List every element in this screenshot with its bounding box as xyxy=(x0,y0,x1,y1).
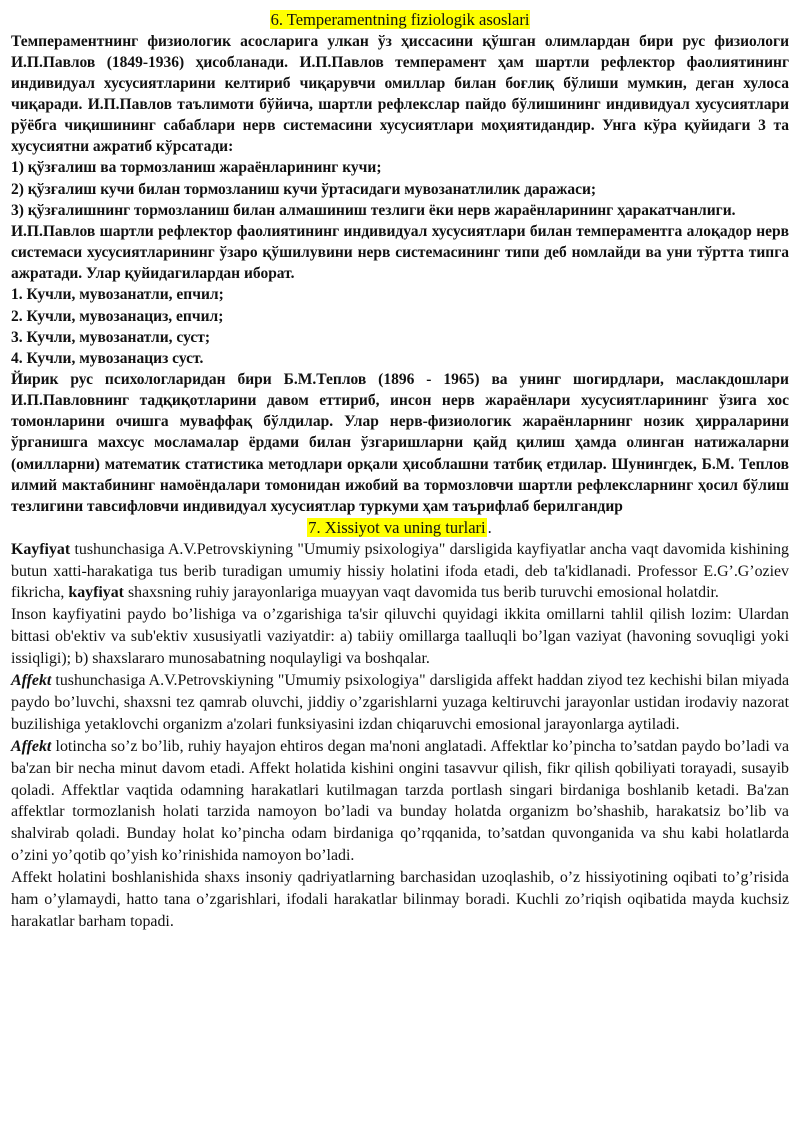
section-7-paragraph-1 xyxy=(11,539,789,605)
list-item: 3. Кучли, мувозанатли, суст; xyxy=(11,328,211,346)
section-7-heading xyxy=(11,517,789,539)
term-affekt: Affekt xyxy=(11,672,52,690)
paragraph-text: tushunchasiga A.V.Petrovskiyning "Umumiy psixologiya" darsligida kayfiyatlar ancha vaqt davomida kishining butun xatti-harakatiga tus berib turadigan umumiy hissiy holatini ifoda etadi, deb ta'kidlanadi. Professor E.G’.G’oziev fikricha, xyxy=(11,540,789,602)
section-7-paragraph-2: Inson kayfiyatini paydo bo’lishiga va o’zgarishiga ta'sir qiluvchi quyidagi ikkita omillarni tahlil qilish lozim: Ulardan bittasi ob'ektiv va sub'ektiv xususiyatli vaziyatdir: a) tabiiy omillarga taalluqli bo’lgan vaziyat (havoning sovuqligi yoki issiqligi); b) shaxslararo munosabatning noqulayligi va boshqalar. xyxy=(11,606,789,668)
term-affekt-2: Affekt xyxy=(11,737,52,755)
list-item: 4. Кучли, мувозанациз суст. xyxy=(11,349,204,367)
section-7-body xyxy=(11,539,789,933)
section-7-paragraph-4 xyxy=(11,736,789,867)
section-7-heading-text: 7. Xissiyot va uning turlari xyxy=(308,518,486,538)
section-6-paragraph-2: И.П.Павлов шартли рефлектор фаолиятининг индивидуал хусусиятлари билан темпераментга алоқадор нерв системаси хусусиятларининг ўзаро қўшилувини нерв системасининг типи деб номлайди ва уни тўртта типга ажратади. Улар қуйидагилардан иборат. xyxy=(11,222,789,283)
section-7-paragraph-5: Affekt holatini boshlanishida shaxs insoniy qadriyatlarning barchasidan uzoqlashib, o’z hissiyotining oqibati to’g’risida ham o’ylamaydi, hatto tana o’zgarishlari, ifodali harakatlar bilinmay boradi. Kuchli zo’riqish oqibatida mayda kuchsiz harakatlar barham topadi. xyxy=(11,869,789,930)
paragraph-text: lotincha so’z bo’lib, ruhiy hayajon ehtiros degan ma'noni anglatadi. Affektlar ko’pincha to’satdan paydo bo’ladi va ba'zan bir necha minut davom etadi. Affekt holatida kishini ongini tasavvur qilish, fikr qilish qobiliyati torayadi, susayib qoladi. Affektlar vaqtida odamning harakatlari kutilmagan tarzda portlash singari birdaniga boshlanib ketadi. Ba'zan affektlar tormozlanish holati tarzida namoyon bo’ladi va bunday holatda organizm bo’shashib, harakatsiz bo’lib va shalvirab qoladi. Bunday holat ko’pincha odam birdaniga qo’rqqanida, to’satdan quvonganida va shu kabi holatlarda o’zini yo’qotib qo’yish ko’rinishida namoyon bo’ladi. xyxy=(11,737,789,865)
paragraph-text: shaxsning ruhiy jarayonlariga muayyan vaqt davomida tus berib turuvchi emosional holatdir. xyxy=(123,584,719,602)
section-6-paragraph-3: Йирик рус психологларидан бири Б.М.Теплов (1896 - 1965) ва унинг шогирдлари, маслакдошлари И.П.Павловнинг тадқиқотларини давом еттириб, инсон нерв жараёнлари хусусиятларининг ўзига хос томонларини очишга муваффақ бўлдилар. Улар нерв-физиологик жараёнларнинг нозик ҳирраларини ўрганишга махсус мосламалар ёрдами билан ўзгаришларни қайд қилиш ҳамда олинган натижаларни (омилларни) математик статистика методлари орқали ҳисоблашни татбиқ етдилар. Шунингдек, Б.М. Теплов илмий мактабининг намоёндалари томонидан ижобий ва тормозловчи шартли рефлексларнинг ҳосил бўлиш тезлигини тавсифловчи индивидуал хусусиятлар туркуми ҳам таърифлаб берилгандир xyxy=(11,371,789,515)
list-item: 1) қўзғалиш ва тормозланиш жараёнларининг кучи; xyxy=(11,159,382,177)
list-item: 2) қўзғалиш кучи билан тормозланиш кучи ўртасидаги мувозанатлилик даражаси; xyxy=(11,180,597,198)
section-7-heading-dot: . xyxy=(487,518,492,538)
list-item: 3) қўзғалишнинг тормозланиш билан алмашиниш тезлиги ёки нерв жараёнларининг ҳаракатчанлиги. xyxy=(11,201,736,219)
section-6-heading-text: 6. Temperamentning fiziologik asoslari xyxy=(270,10,530,29)
section-6-paragraph-1: Темпераментнинг физиологик асосларига улкан ўз ҳиссасини қўшган олимлардан бири рус физиологи И.П.Павлов (1849-1936) ҳисобланади. И.П.Павлов темперамент ҳам шартли рефлектор фаолиятининг индивидуал хусусиятларини келтириб чиқарувчи омиллар билан боғлиқ бўлиши мумкин, деган хулоса чиқаради. И.П.Павлов таълимоти бўйича, шартли рефлекслар пайдо бўлишининг индивидуал хусусиятлари рўёбга чиқишининг сабаблари нерв системасини хусусиятлари моҳиятидандир. Унга кўра қуйидаги 3 та хусусиятни ажратиб кўрсатади: xyxy=(11,32,789,156)
term-kayfiyat-2: kayfiyat xyxy=(68,584,124,602)
paragraph-text: tushunchasiga A.V.Petrovskiyning "Umumiy psixologiya" darsligida affekt haddan ziyod tez kechishi bilan miyada paydo bo’luvchi, shaxsni tez qamrab oluvchi, jiddiy o’zgarishlarni yuzaga keltiruvchi jarayonlar ustidan irodaviy nazorat buzilishiga yetaklovchi organizm a'zolari funksiyasini izdan chiqaruvchi emosional jarayonlarga aytiladi. xyxy=(11,672,789,733)
section-7-paragraph-3 xyxy=(11,670,789,736)
section-6-heading xyxy=(11,9,789,31)
list-item: 1. Кучли, мувозанатли, епчил; xyxy=(11,286,224,304)
list-item: 2. Кучли, мувозанациз, епчил; xyxy=(11,307,224,325)
section-6-body xyxy=(11,31,789,518)
term-kayfiyat: Kayfiyat xyxy=(11,540,71,558)
